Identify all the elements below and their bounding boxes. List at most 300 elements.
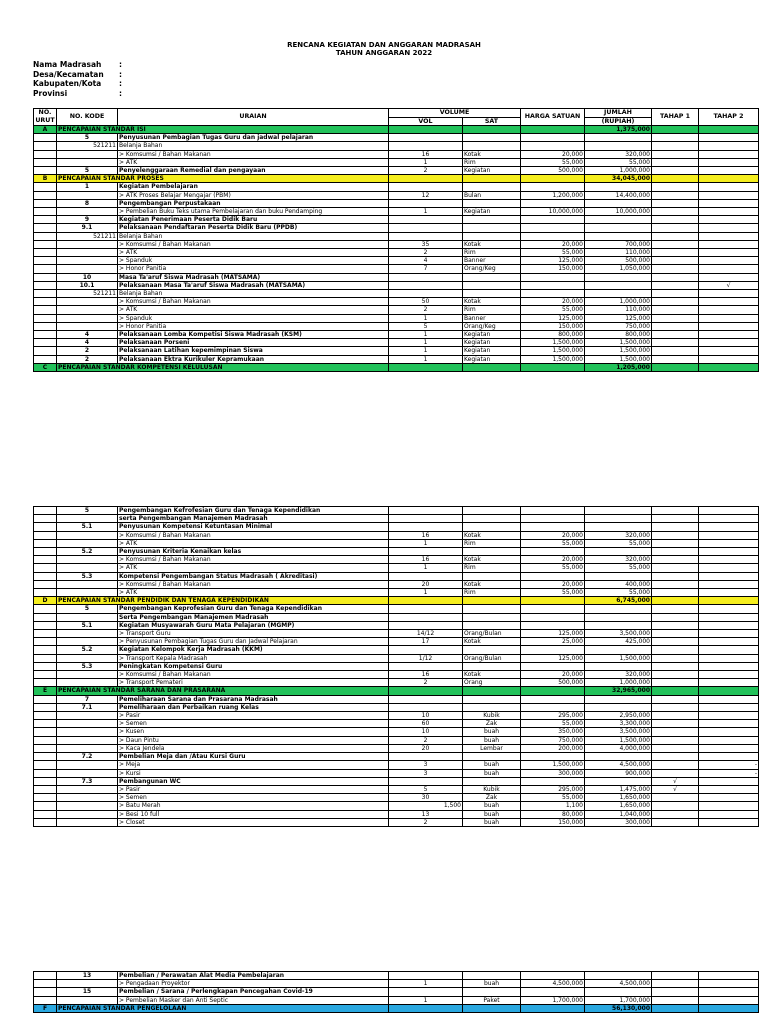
jumlah-cell: 1,040,000 (585, 810, 652, 818)
section-header-row (34, 1004, 759, 1012)
vol-cell (389, 695, 463, 703)
vol-cell (389, 281, 463, 289)
jumlah-cell (585, 703, 652, 711)
harga-cell: 55,000 (521, 306, 585, 314)
tahap1-cell (652, 150, 699, 158)
jumlah-cell: 55,000 (585, 158, 652, 166)
table-row (34, 134, 759, 142)
no-urut-cell (34, 988, 57, 996)
kode-cell (57, 679, 118, 687)
table-row (34, 613, 759, 621)
uraian-cell: > ATK (118, 158, 389, 166)
uraian-cell: Pelaksanaan Masa Ta'aruf Siswa Madrasah (MATSAMA) (118, 281, 389, 289)
vol-cell: 2 (389, 249, 463, 257)
sat-cell (463, 273, 521, 281)
tahap2-cell (699, 175, 759, 183)
table-row (34, 347, 759, 355)
sat-cell (463, 662, 521, 670)
tahap1-cell (652, 539, 699, 547)
harga-cell (521, 662, 585, 670)
no-urut-cell (34, 556, 57, 564)
vol-cell: 1 (389, 331, 463, 339)
jumlah-cell (585, 613, 652, 621)
tahap2-cell (699, 322, 759, 330)
tahap2-cell (699, 662, 759, 670)
no-urut-cell (34, 972, 57, 980)
kode-cell: 4 (57, 339, 118, 347)
jumlah-cell: 1,500,000 (585, 347, 652, 355)
no-urut-cell (34, 769, 57, 777)
table-row (34, 753, 759, 761)
uraian-cell: > Semen (118, 794, 389, 802)
sat-cell: Rim (463, 158, 521, 166)
uraian-cell: Pembelian / Perawatan Alat Media Pembelajaran (118, 972, 389, 980)
tahap1-cell (652, 580, 699, 588)
uraian-cell: > Komsumsi / Bahan Makanan (118, 556, 389, 564)
kode-cell (57, 712, 118, 720)
no-urut-cell (34, 646, 57, 654)
kode-cell: 7 (57, 695, 118, 703)
tahap1-cell (652, 818, 699, 826)
tahap2-cell (699, 167, 759, 175)
no-urut-cell (34, 785, 57, 793)
tahap1-cell (652, 621, 699, 629)
harga-cell: 1,500,000 (521, 347, 585, 355)
kode-cell: 7.1 (57, 703, 118, 711)
tahap1-cell (652, 744, 699, 752)
vol-cell: 50 (389, 298, 463, 306)
table-row (34, 972, 759, 980)
table-row (34, 662, 759, 670)
no-urut-cell (34, 638, 57, 646)
section-letter: B (34, 175, 57, 183)
jumlah-cell: 55,000 (585, 539, 652, 547)
jumlah-cell: 1,500,000 (585, 355, 652, 363)
harga-cell: 1,500,000 (521, 339, 585, 347)
uraian-cell: Kegiatan Musyawarah Guru Mata Pelajaran (MGMP) (118, 621, 389, 629)
table-row (34, 314, 759, 322)
harga-cell: 55,000 (521, 794, 585, 802)
uraian-cell: Pembelian Meja dan /Atau Kursi Guru (118, 753, 389, 761)
identity-field (33, 70, 122, 80)
vol-cell (389, 199, 463, 207)
vol-cell (389, 605, 463, 613)
vol-cell: 1 (389, 539, 463, 547)
table-row (34, 281, 759, 289)
tahap2-cell (699, 679, 759, 687)
table-row (34, 761, 759, 769)
kode-cell (57, 314, 118, 322)
table-row (34, 515, 759, 523)
kode-cell (57, 539, 118, 547)
uraian-cell: > Pasir (118, 712, 389, 720)
no-urut-cell (34, 355, 57, 363)
uraian-cell: > Komsumsi / Bahan Makanan (118, 531, 389, 539)
tahap2-cell (699, 638, 759, 646)
no-urut-cell (34, 216, 57, 224)
sat-cell: Orang/Bulan (463, 654, 521, 662)
vol-cell: 20 (389, 744, 463, 752)
table-row (34, 720, 759, 728)
vol-cell (389, 1004, 463, 1012)
uraian-cell: > Pembelian Masker dan Anti Septic (118, 996, 389, 1004)
no-urut-cell (34, 810, 57, 818)
header-vol: VOL (389, 117, 463, 126)
tahap1-cell (652, 769, 699, 777)
kode-cell: 5.3 (57, 572, 118, 580)
tahap2-cell (699, 298, 759, 306)
table-row (34, 638, 759, 646)
sat-cell: Rim (463, 539, 521, 547)
jumlah-cell: 1,475,000 (585, 785, 652, 793)
uraian-cell: Pemeliharaan Sarana dan Prasarana Madrasah (118, 695, 389, 703)
kode-cell: 5 (57, 134, 118, 142)
tahap2-cell (699, 347, 759, 355)
table-row (34, 802, 759, 810)
uraian-cell: > Closet (118, 818, 389, 826)
tahap1-cell (652, 728, 699, 736)
section-letter: F (34, 1004, 57, 1012)
vol-cell: 1,500 (389, 802, 463, 810)
uraian-cell: > ATK (118, 249, 389, 257)
jumlah-cell (585, 507, 652, 515)
table-row (34, 630, 759, 638)
jumlah-cell: 3,500,000 (585, 728, 652, 736)
jumlah-cell (585, 273, 652, 281)
vol-cell: 16 (389, 556, 463, 564)
harga-cell (521, 687, 585, 695)
uraian-cell: Kegiatan Kelompok Kerja Madrasah (KKM) (118, 646, 389, 654)
sat-cell (463, 232, 521, 240)
harga-cell (521, 523, 585, 531)
vol-cell: 1 (389, 158, 463, 166)
jumlah-cell (585, 972, 652, 980)
tahap2-cell (699, 580, 759, 588)
tahap2-cell (699, 988, 759, 996)
kode-cell: 10 (57, 273, 118, 281)
uraian-cell: > Pasir (118, 785, 389, 793)
kode-cell (57, 158, 118, 166)
tahap2-cell (699, 589, 759, 597)
no-urut-cell (34, 761, 57, 769)
harga-cell: 20,000 (521, 240, 585, 248)
tahap1-cell (652, 630, 699, 638)
tahap1-cell (652, 695, 699, 703)
vol-cell (389, 273, 463, 281)
vol-cell: 17 (389, 638, 463, 646)
kode-cell (57, 810, 118, 818)
table-row (34, 273, 759, 281)
vol-cell (389, 515, 463, 523)
harga-cell: 295,000 (521, 785, 585, 793)
tahap1-cell: √ (652, 785, 699, 793)
identity-field (33, 79, 122, 89)
no-urut-cell (34, 703, 57, 711)
tahap1-cell (652, 339, 699, 347)
harga-cell: 20,000 (521, 150, 585, 158)
table-row (34, 183, 759, 191)
vol-cell: 4 (389, 257, 463, 265)
no-urut-cell (34, 314, 57, 322)
kode-cell (57, 736, 118, 744)
jumlah-cell (585, 232, 652, 240)
vol-cell: 10 (389, 712, 463, 720)
tahap2-cell (699, 556, 759, 564)
no-urut-cell (34, 531, 57, 539)
identity-field-separator: : (119, 88, 122, 98)
identity-field-label: Desa/Kecamatan (33, 69, 104, 79)
tahap2-cell (699, 240, 759, 248)
harga-cell (521, 1004, 585, 1012)
jumlah-cell: 3,500,000 (585, 630, 652, 638)
jumlah-cell: 900,000 (585, 769, 652, 777)
tahap2-cell (699, 539, 759, 547)
kode-cell (57, 720, 118, 728)
tahap1-cell (652, 687, 699, 695)
jumlah-cell: 320,000 (585, 556, 652, 564)
account-code: 521211 (57, 142, 118, 150)
harga-cell: 150,000 (521, 818, 585, 826)
no-urut-cell (34, 728, 57, 736)
table-row (34, 980, 759, 988)
identity-field-label: Kabupaten/Kota (33, 79, 102, 88)
tahap1-cell (652, 736, 699, 744)
tahap2-cell (699, 671, 759, 679)
vol-cell: 1 (389, 314, 463, 322)
sat-cell (463, 695, 521, 703)
harga-cell: 55,000 (521, 539, 585, 547)
table-row (34, 646, 759, 654)
jumlah-cell (585, 662, 652, 670)
harga-cell: 55,000 (521, 589, 585, 597)
vol-cell (389, 988, 463, 996)
table-row (34, 548, 759, 556)
jumlah-cell: 1,000,000 (585, 679, 652, 687)
jumlah-cell: 110,000 (585, 306, 652, 314)
harga-cell: 20,000 (521, 531, 585, 539)
vol-cell: 1 (389, 589, 463, 597)
tahap2-cell (699, 802, 759, 810)
sat-cell: Orang/Keg (463, 265, 521, 273)
jumlah-cell: 1,500,000 (585, 654, 652, 662)
tahap2-cell (699, 134, 759, 142)
jumlah-cell (585, 216, 652, 224)
tahap1-cell (652, 290, 699, 298)
tahap2-cell (699, 290, 759, 298)
harga-cell (521, 175, 585, 183)
jumlah-cell: 1,650,000 (585, 802, 652, 810)
harga-cell (521, 134, 585, 142)
section-header-row (34, 175, 759, 183)
section-title: PENCAPAIAN STANDAR PENDIDIK DAN TENAGA KEPENDIDIKAN (57, 597, 389, 605)
tahap2-cell (699, 314, 759, 322)
uraian-cell: > Pembelian Buku Teks utama Pembelajaran dan buku Pendamping (118, 208, 389, 216)
uraian-cell: Pembangunan WC (118, 777, 389, 785)
harga-cell: 20,000 (521, 298, 585, 306)
tahap2-cell (699, 531, 759, 539)
vol-cell (389, 753, 463, 761)
identity-fields (33, 60, 122, 98)
tahap1-cell (652, 556, 699, 564)
jumlah-cell (585, 142, 652, 150)
tahap1-cell (652, 298, 699, 306)
vol-cell (389, 621, 463, 629)
vol-cell (389, 646, 463, 654)
uraian-cell: > Komsumsi / Bahan Makanan (118, 150, 389, 158)
tahap1-cell (652, 720, 699, 728)
harga-cell: 200,000 (521, 744, 585, 752)
harga-cell (521, 290, 585, 298)
tahap2-cell (699, 744, 759, 752)
sat-cell (463, 199, 521, 207)
tahap2-cell (699, 257, 759, 265)
kode-cell (57, 306, 118, 314)
tahap1-cell (652, 347, 699, 355)
no-urut-cell (34, 794, 57, 802)
section-title: PENCAPAIAN STANDAR ISI (57, 126, 389, 134)
tahap2-cell (699, 818, 759, 826)
tahap2-cell (699, 687, 759, 695)
header-sat: SAT (463, 117, 521, 126)
table-row (34, 744, 759, 752)
identity-field-label: Provinsi (33, 88, 68, 98)
jumlah-cell (585, 199, 652, 207)
no-urut-cell (34, 572, 57, 580)
tahap2-cell (699, 980, 759, 988)
tahap1-cell (652, 158, 699, 166)
uraian-cell: > Pengadaan Proyektor (118, 980, 389, 988)
tahap1-cell (652, 988, 699, 996)
uraian-cell: > Transport Kepala Madrasah (118, 654, 389, 662)
no-urut-cell (34, 695, 57, 703)
table-row (34, 265, 759, 273)
table-row (34, 331, 759, 339)
jumlah-cell: 320,000 (585, 150, 652, 158)
tahap1-cell (652, 175, 699, 183)
kode-cell: 9 (57, 216, 118, 224)
jumlah-cell (585, 621, 652, 629)
harga-cell: 1,200,000 (521, 191, 585, 199)
jumlah-cell: 700,000 (585, 240, 652, 248)
sat-cell: Kubik (463, 712, 521, 720)
uraian-cell: Pengembangan Perpustakaan (118, 199, 389, 207)
tahap2-cell (699, 712, 759, 720)
table-row (34, 580, 759, 588)
vol-cell: 2 (389, 167, 463, 175)
jumlah-cell: 1,500,000 (585, 736, 652, 744)
table-row (34, 240, 759, 248)
vol-cell: 35 (389, 240, 463, 248)
tahap2-cell (699, 597, 759, 605)
tahap1-cell (652, 671, 699, 679)
sat-cell (463, 972, 521, 980)
sat-cell: buah (463, 980, 521, 988)
kode-cell (57, 638, 118, 646)
no-urut-cell (34, 515, 57, 523)
uraian-cell: Pelaksanaan Latihan kepemimpinan Siswa (118, 347, 389, 355)
no-urut-cell (34, 720, 57, 728)
tahap2-cell (699, 232, 759, 240)
no-urut-cell (34, 539, 57, 547)
tahap1-cell (652, 589, 699, 597)
no-urut-cell (34, 191, 57, 199)
tahap1-cell (652, 679, 699, 687)
sat-cell: Rim (463, 249, 521, 257)
table-row (34, 216, 759, 224)
uraian-cell: > Kaca Jendela (118, 744, 389, 752)
kode-cell (57, 257, 118, 265)
sat-cell (463, 216, 521, 224)
table-row (34, 556, 759, 564)
table-row (34, 671, 759, 679)
uraian-cell: Kegiatan Pembelajaran (118, 183, 389, 191)
uraian-cell: > Komsumsi / Bahan Makanan (118, 671, 389, 679)
jumlah-cell (585, 281, 652, 289)
harga-cell: 25,000 (521, 638, 585, 646)
uraian-cell: Pengembangan Kefrofesian Guru dan Tenaga Kependidikan (118, 507, 389, 515)
sat-cell: Orang/Keg (463, 322, 521, 330)
uraian-cell: Peningkatan Kompetensi Guru (118, 662, 389, 670)
table-row (34, 339, 759, 347)
kode-cell (57, 322, 118, 330)
jumlah-cell (585, 777, 652, 785)
uraian-cell: Pelaksanaan Pendaftaran Peserta Didik Baru (PPDB) (118, 224, 389, 232)
jumlah-cell: 4,000,000 (585, 744, 652, 752)
no-urut-cell (34, 712, 57, 720)
sat-cell: Kubik (463, 785, 521, 793)
vol-cell (389, 972, 463, 980)
harga-cell (521, 597, 585, 605)
tahap1-cell (652, 363, 699, 371)
identity-field (33, 89, 122, 99)
harga-cell (521, 224, 585, 232)
jumlah-cell: 425,000 (585, 638, 652, 646)
table-row (34, 777, 759, 785)
harga-cell (521, 232, 585, 240)
tahap1-cell (652, 712, 699, 720)
harga-cell: 800,000 (521, 331, 585, 339)
tahap1-cell (652, 306, 699, 314)
tahap2-cell (699, 605, 759, 613)
harga-cell (521, 703, 585, 711)
table-row (34, 167, 759, 175)
kode-cell: 8 (57, 199, 118, 207)
no-urut-cell (34, 605, 57, 613)
no-urut-cell (34, 322, 57, 330)
tahap2-cell (699, 720, 759, 728)
sat-cell: Zak (463, 720, 521, 728)
table-row (34, 232, 759, 240)
vol-cell: 5 (389, 785, 463, 793)
identity-field-separator: : (119, 69, 122, 79)
sat-cell: Orang (463, 679, 521, 687)
jumlah-cell: 1,500,000 (585, 339, 652, 347)
table-row (34, 988, 759, 996)
kode-cell (57, 556, 118, 564)
vol-cell: 1 (389, 355, 463, 363)
table-row (34, 728, 759, 736)
kode-cell: 5 (57, 167, 118, 175)
harga-cell (521, 281, 585, 289)
tahap2-cell (699, 646, 759, 654)
tahap2-cell (699, 507, 759, 515)
uraian-cell: Penyusunan Pembagian Tugas Guru dan jadwal pelajaran (118, 134, 389, 142)
harga-cell: 500,000 (521, 679, 585, 687)
harga-cell (521, 753, 585, 761)
table-row (34, 785, 759, 793)
uraian-cell: Pembelian / Sarana / Perlengkapan Pencegahan Covid-19 (118, 988, 389, 996)
table-row (34, 539, 759, 547)
